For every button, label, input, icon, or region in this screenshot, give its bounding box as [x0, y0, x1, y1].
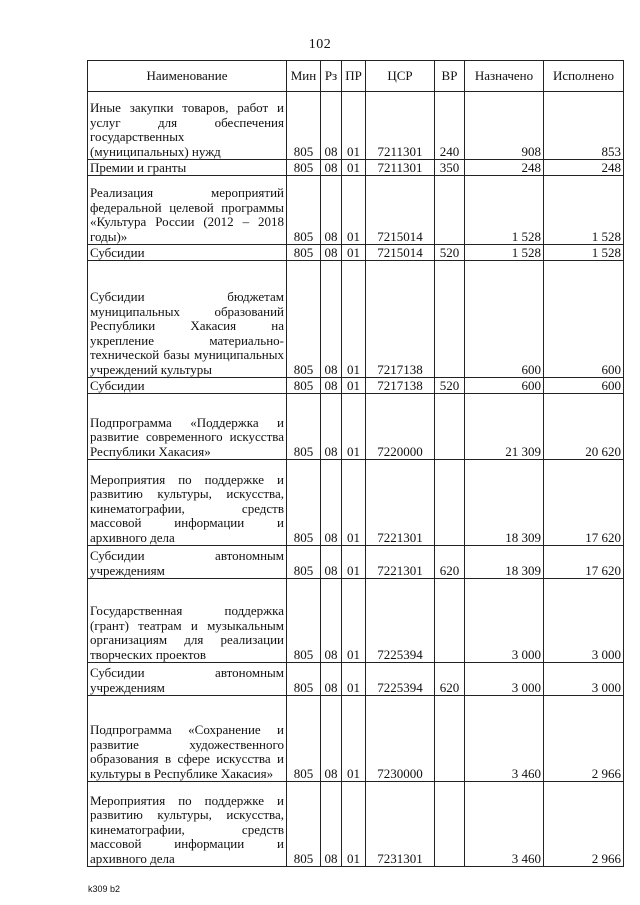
- row-pr: 01: [342, 261, 366, 378]
- row-min: 805: [287, 176, 321, 245]
- row-name: Премии и гранты: [88, 160, 287, 176]
- row-executed: 17 620: [544, 460, 624, 546]
- budget-table: [87, 60, 624, 867]
- row-vr: [435, 696, 465, 782]
- row-assigned: 18 309: [465, 546, 544, 579]
- row-csr: 7231301: [366, 782, 435, 867]
- row-csr: 7217138: [366, 378, 435, 394]
- row-executed: 3 000: [544, 663, 624, 696]
- row-executed: 600: [544, 261, 624, 378]
- row-assigned: 908: [465, 92, 544, 160]
- row-vr: [435, 176, 465, 245]
- table-row: [88, 394, 624, 460]
- row-pr: 01: [342, 176, 366, 245]
- row-assigned: 1 528: [465, 176, 544, 245]
- row-pr: 01: [342, 782, 366, 867]
- row-executed: 1 528: [544, 176, 624, 245]
- row-executed: 2 966: [544, 782, 624, 867]
- row-pr: 01: [342, 579, 366, 663]
- row-assigned: 1 528: [465, 245, 544, 261]
- row-assigned: 18 309: [465, 460, 544, 546]
- row-name: Субсидии: [88, 378, 287, 394]
- row-min: 805: [287, 782, 321, 867]
- row-rz: 08: [321, 261, 342, 378]
- table-row: [88, 92, 624, 160]
- row-rz: 08: [321, 245, 342, 261]
- row-executed: 2 966: [544, 696, 624, 782]
- table-row: [88, 378, 624, 394]
- row-name: Государственная поддержка (грант) театрам и музыкальным организациям для реализации творческих проектов: [88, 579, 287, 663]
- table-row: [88, 176, 624, 245]
- row-vr: [435, 579, 465, 663]
- page-number: 102: [308, 37, 332, 52]
- row-min: 805: [287, 696, 321, 782]
- row-vr: 350: [435, 160, 465, 176]
- row-assigned: 3 460: [465, 696, 544, 782]
- header-csr: ЦСР: [366, 61, 435, 92]
- row-pr: 01: [342, 460, 366, 546]
- row-pr: 01: [342, 92, 366, 160]
- row-executed: 248: [544, 160, 624, 176]
- row-rz: 08: [321, 394, 342, 460]
- row-pr: 01: [342, 546, 366, 579]
- row-csr: 7225394: [366, 579, 435, 663]
- row-name: Мероприятия по поддержке и развитию культуры, искусства, кинематографии, средств массовой информации и архивного дела: [88, 782, 287, 867]
- header-pr: ПР: [342, 61, 366, 92]
- header-vr: ВР: [435, 61, 465, 92]
- table-row: [88, 579, 624, 663]
- row-vr: 620: [435, 546, 465, 579]
- row-min: 805: [287, 460, 321, 546]
- row-min: 805: [287, 378, 321, 394]
- row-executed: 600: [544, 378, 624, 394]
- row-vr: 240: [435, 92, 465, 160]
- table-row: [88, 546, 624, 579]
- row-rz: 08: [321, 579, 342, 663]
- header-name: Наименование: [88, 61, 287, 92]
- row-min: 805: [287, 261, 321, 378]
- table-row: [88, 160, 624, 176]
- row-vr: [435, 460, 465, 546]
- row-min: 805: [287, 160, 321, 176]
- row-name: Подпрограмма «Поддержка и развитие современного искусства Республики Хакасия»: [88, 394, 287, 460]
- row-assigned: 21 309: [465, 394, 544, 460]
- header-executed: Исполнено: [544, 61, 624, 92]
- row-min: 805: [287, 579, 321, 663]
- table-header-row: [88, 61, 624, 92]
- row-pr: 01: [342, 378, 366, 394]
- row-executed: 853: [544, 92, 624, 160]
- row-csr: 7215014: [366, 245, 435, 261]
- row-executed: 20 620: [544, 394, 624, 460]
- row-assigned: 248: [465, 160, 544, 176]
- row-csr: 7215014: [366, 176, 435, 245]
- footer-code: k309 b2: [88, 884, 121, 894]
- row-vr: [435, 261, 465, 378]
- row-vr: 520: [435, 245, 465, 261]
- row-min: 805: [287, 245, 321, 261]
- row-min: 805: [287, 92, 321, 160]
- row-min: 805: [287, 546, 321, 579]
- row-csr: 7230000: [366, 696, 435, 782]
- table-row: [88, 245, 624, 261]
- row-vr: [435, 782, 465, 867]
- row-pr: 01: [342, 663, 366, 696]
- row-csr: 7225394: [366, 663, 435, 696]
- table-row: [88, 663, 624, 696]
- row-csr: 7220000: [366, 394, 435, 460]
- header-assigned: Назначено: [465, 61, 544, 92]
- row-vr: 620: [435, 663, 465, 696]
- row-pr: 01: [342, 394, 366, 460]
- row-rz: 08: [321, 460, 342, 546]
- row-vr: [435, 394, 465, 460]
- row-min: 805: [287, 663, 321, 696]
- row-rz: 08: [321, 782, 342, 867]
- row-assigned: 3 460: [465, 782, 544, 867]
- row-rz: 08: [321, 92, 342, 160]
- header-rz: Рз: [321, 61, 342, 92]
- row-name: Мероприятия по поддержке и развитию культуры, искусства, кинематографии, средств массовой информации и архивного дела: [88, 460, 287, 546]
- row-rz: 08: [321, 696, 342, 782]
- row-assigned: 600: [465, 261, 544, 378]
- row-min: 805: [287, 394, 321, 460]
- row-csr: 7221301: [366, 460, 435, 546]
- table-row: [88, 460, 624, 546]
- row-executed: 17 620: [544, 546, 624, 579]
- row-rz: 08: [321, 378, 342, 394]
- row-rz: 08: [321, 160, 342, 176]
- table-row: [88, 261, 624, 378]
- row-executed: 1 528: [544, 245, 624, 261]
- row-executed: 3 000: [544, 579, 624, 663]
- row-rz: 08: [321, 546, 342, 579]
- row-csr: 7221301: [366, 546, 435, 579]
- row-name: Субсидии автономным учреждениям: [88, 663, 287, 696]
- row-assigned: 3 000: [465, 663, 544, 696]
- row-name: Субсидии: [88, 245, 287, 261]
- row-name: Субсидии автономным учреждениям: [88, 546, 287, 579]
- row-rz: 08: [321, 176, 342, 245]
- row-assigned: 3 000: [465, 579, 544, 663]
- table-row: [88, 782, 624, 867]
- row-csr: 7211301: [366, 92, 435, 160]
- row-csr: 7217138: [366, 261, 435, 378]
- row-csr: 7211301: [366, 160, 435, 176]
- row-vr: 520: [435, 378, 465, 394]
- row-pr: 01: [342, 245, 366, 261]
- row-name: Субсидии бюджетам муниципальных образований Республики Хакасия на укрепление материально-технической базы муниципальных учреждений культуры: [88, 261, 287, 378]
- row-pr: 01: [342, 696, 366, 782]
- row-rz: 08: [321, 663, 342, 696]
- row-name: Иные закупки товаров, работ и услуг для обеспечения государственных (муниципальных) нужд: [88, 92, 287, 160]
- row-name: Подпрограмма «Сохранение и развитие художественного образования в сфере искусства и культуры в Республике Хакасия»: [88, 696, 287, 782]
- row-pr: 01: [342, 160, 366, 176]
- header-min: Мин: [287, 61, 321, 92]
- row-name: Реализация мероприятий федеральной целевой программы «Культура России (2012 – 2018 годы)»: [88, 176, 287, 245]
- row-assigned: 600: [465, 378, 544, 394]
- table-row: [88, 696, 624, 782]
